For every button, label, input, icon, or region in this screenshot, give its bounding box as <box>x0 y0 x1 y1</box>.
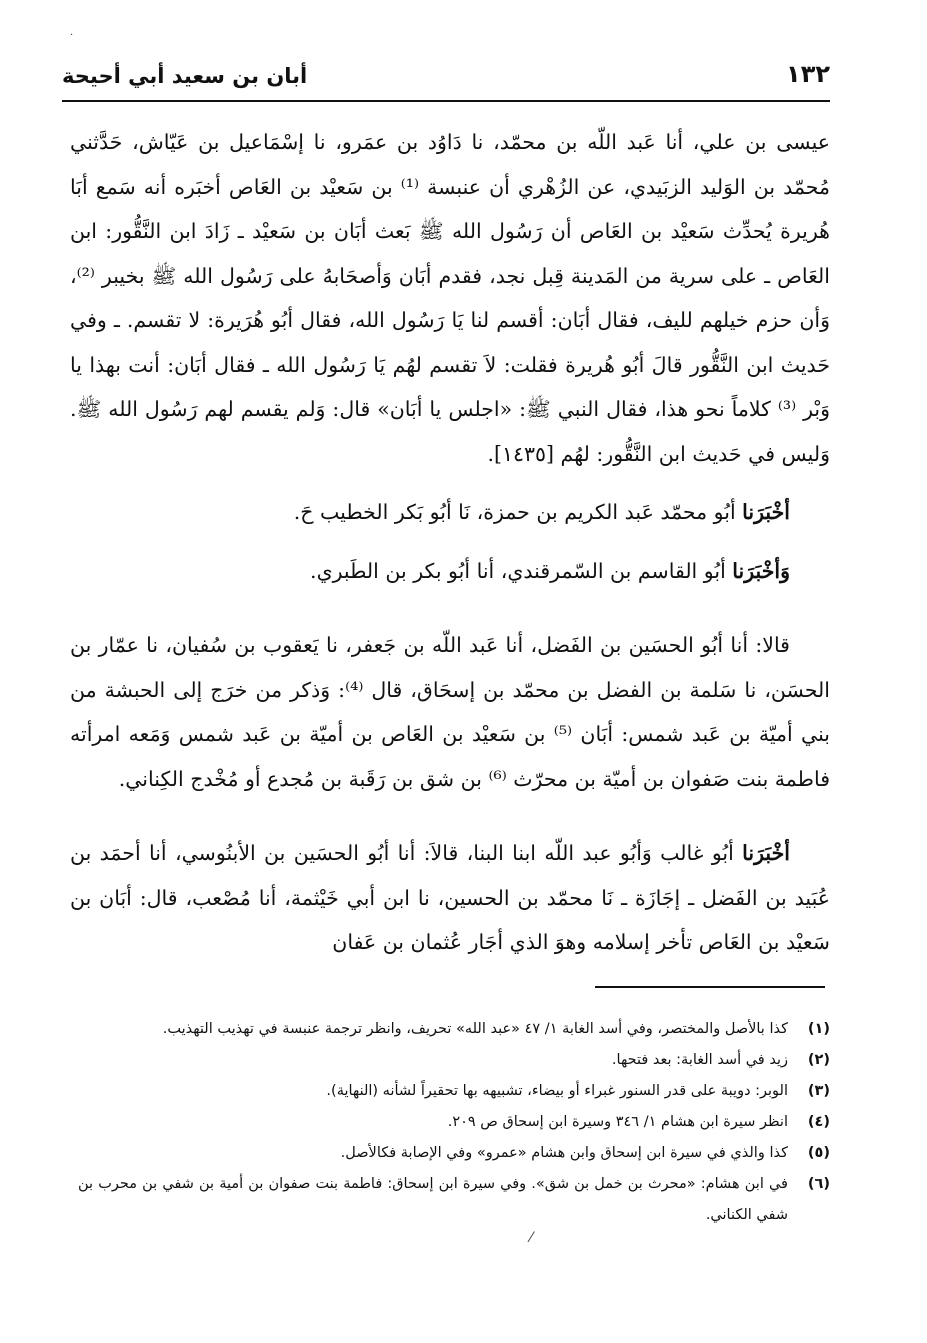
footnote-text: انظر سيرة ابن هشام ١/ ٣٤٦ وسيرة ابن إسحاق ص ٢٠٩. <box>447 1114 788 1130</box>
main-text <box>70 120 830 965</box>
paragraph-1: عيسى بن علي، أنا عَبد اللّه بن محمّد، نا دَاوُد بن عمَرو، نا إسْمَاعيل بن عَيّاش، حَدَّثني مُحمّد بن الوَليد الزبَيدي، عن الزُهْري أن عنبسة ⁽¹⁾ بن سَعيْد بن العَاص أخبَره أنه سَمع أبَا هُريرة يُحدِّث سَعيْد بن العَاص أن رَسُول الله ﷺ بَعث أبَان بن سَعيْد ـ زَادَ ابن النَّقُّور: ابن العَاص ـ على سرية من المَدينة قِبل نجد، فقدم أبَان وَأصحَابهُ على رَسُول الله ﷺ بخيبر ⁽²⁾، وَأن حزم خيلهم لليف، فقال أبَان: أقسم لنا يَا رَسُول الله، فقال أبُو هُرَيرة: لا تقسم. ـ وفي حَديث ابن النَّقُّور قالَ أبُو هُريرة فقلت: لاَ تقسم لهُم يَا رَسُول الله ـ فقال أبَان: أنت بهذا يا وَبْر ⁽³⁾ كلاماً نحو هذا، فقال النبي ﷺ: «اجلس يا أبَان» قال: وَلم يقسم لهم رَسُول الله ﷺ. وَليس في حَديث ابن النَّقُّور: لهُم [١٤٣٥]. <box>70 130 831 466</box>
footnote <box>78 1045 830 1076</box>
footnote-text: كذا والذي في سيرة ابن إسحاق وابن هشام «عمرو» وفي الإصابة فكالأصل. <box>340 1145 788 1161</box>
footnote-text: في ابن هشام: «محرث بن خمل بن شق». وفي سيرة ابن إسحاق: فاطمة بنت صفوان بن أمية بن شفي بن محرب بن شفي الكناني. <box>78 1176 788 1223</box>
footnote-number: (٦) <box>807 1176 830 1192</box>
footnote-text: زيد في أسد الغابة: بعد فتحها. <box>611 1052 788 1068</box>
akhbarana-keyword: أخْبَرَنا <box>742 500 790 524</box>
footnotes <box>78 1014 830 1231</box>
paragraph-3 <box>70 549 830 594</box>
pen-mark: ⁄ <box>530 1230 533 1246</box>
paragraph-3-text: أبُو القاسم بن السّمرقندي، أنا أبُو بكر بن الطَبري. <box>310 558 733 583</box>
paragraph-5-text: أبُو غالب وَأبُو عبد اللّه ابنا البنا، قالاَ: أنا أبُو الحسَين بن الأبنُوسي، أنا أحمَد بن عُبَيد بن الفَضل ـ إجَازَة ـ نَا محمّد بن الحسين، نا ابن أبي خَيْثمة، أنا مُصْعب، قال: أبَان بن سَعيْد بن العَاص تأخر إسلامه وهوَ الذي أجَار عُثمان بن عَفان <box>70 841 830 954</box>
footnote-number: (٣) <box>807 1083 830 1099</box>
akhbarana-keyword: أخْبَرَنا <box>742 841 790 865</box>
footnote-number: (٤) <box>807 1114 830 1130</box>
page-number: ١٣٢ <box>786 60 830 88</box>
footnote-number: (٢) <box>807 1052 830 1068</box>
footnote <box>78 1107 830 1138</box>
footnote-text: الوبر: دويبة على قدر السنور غبراء أو بيضاء، تشبيهه بها تحقيراً لشأنه (النهاية). <box>326 1083 788 1099</box>
paragraph-5 <box>70 831 830 965</box>
footnote <box>78 1014 830 1045</box>
footnote <box>78 1138 830 1169</box>
footnote <box>78 1169 830 1231</box>
running-header <box>62 60 830 102</box>
scan-speck: · <box>70 30 74 41</box>
paragraph-4: قالا: أنا أبُو الحسَين بن الفَضل، أنا عَبد اللّه بن جَعفر، نا يَعقوب بن سُفيان، نا عمّار بن الحسَن، نا سَلمة بن الفضل بن محمّد بن إسحَاق، قال ⁽⁴⁾: وَذكر من خرَج إلى الحبشة من بني أميّة بن عَبد شمس: أبَان ⁽⁵⁾ بن سَعيْد بن العَاص بن أميّة بن عَبد شمس وَمَعه امرأته فاطمة بنت صَفوان بن أميّة بن محرّث ⁽⁶⁾ بن شق بن رَقَبة بن مُجدع أو مُخْدج الكِناني. <box>70 633 830 791</box>
footnote-text: كذا بالأصل والمختصر، وفي أسد الغابة ١/ ٤٧ «عبد الله» تحريف، وانظر ترجمة عنبسة في تهذيب التهذيب. <box>162 1021 788 1037</box>
paragraph-2 <box>70 490 830 535</box>
footnote-number: (٥) <box>807 1145 830 1161</box>
wa-akhbarana-keyword: وَأخْبَرَنا <box>732 558 790 583</box>
paragraph-2-text: أبُو محمّد عَبد الكريم بن حمزة، نَا أبُو بَكر الخطيب حَ. <box>293 500 743 524</box>
footnote <box>78 1076 830 1107</box>
footnote-number: (١) <box>807 1021 830 1037</box>
footnote-separator <box>595 986 825 988</box>
header-title: أبان بن سعيد أبي أحيحة <box>62 64 308 88</box>
